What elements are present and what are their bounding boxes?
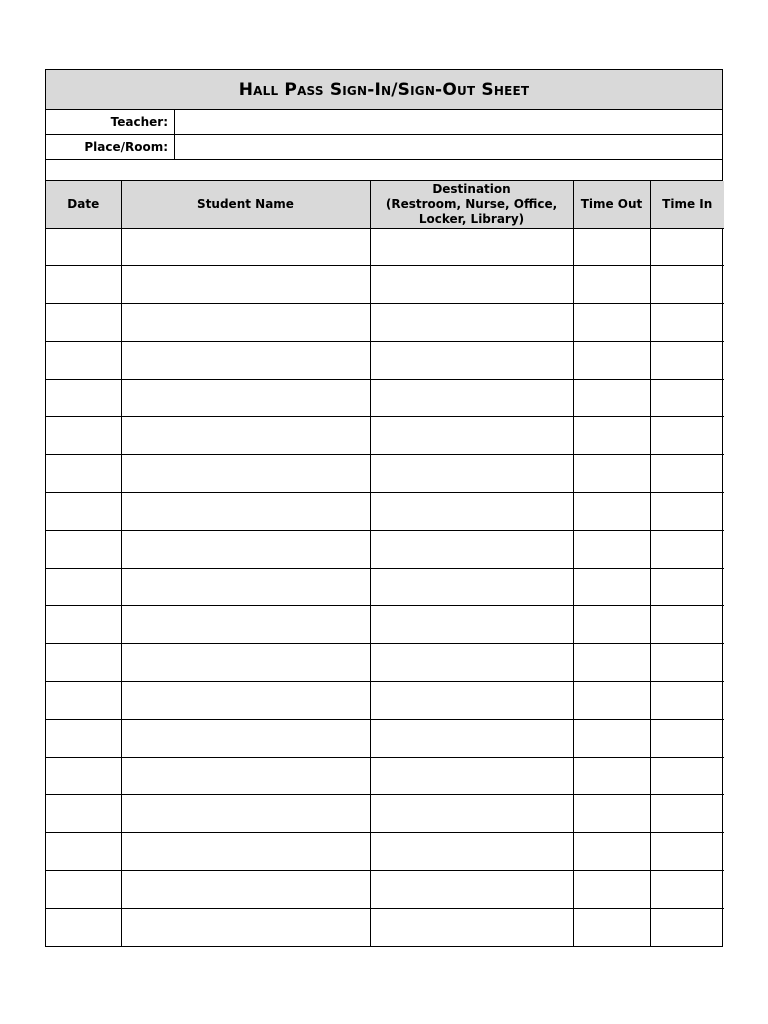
header-destination-line1: Destination (432, 181, 511, 196)
time-out-cell[interactable] (573, 833, 650, 871)
teacher-label: Teacher: (46, 110, 175, 134)
student-name-cell[interactable] (121, 341, 370, 379)
time-out-cell[interactable] (573, 266, 650, 304)
header-student-name: Student Name (121, 181, 370, 228)
time-in-cell[interactable] (650, 568, 724, 606)
date-cell[interactable] (46, 795, 121, 833)
student-name-cell[interactable] (121, 757, 370, 795)
sign-out-table (46, 181, 724, 946)
table-row (46, 795, 724, 833)
time-in-cell[interactable] (650, 833, 724, 871)
table-row (46, 871, 724, 909)
teacher-field[interactable] (175, 110, 722, 134)
time-out-cell[interactable] (573, 871, 650, 909)
time-out-cell[interactable] (573, 606, 650, 644)
header-time-out: Time Out (573, 181, 650, 228)
destination-cell[interactable] (370, 530, 573, 568)
date-cell[interactable] (46, 379, 121, 417)
student-name-cell[interactable] (121, 871, 370, 909)
table-row (46, 379, 724, 417)
time-in-cell[interactable] (650, 908, 724, 946)
date-cell[interactable] (46, 568, 121, 606)
time-in-cell[interactable] (650, 757, 724, 795)
destination-cell[interactable] (370, 568, 573, 606)
date-cell[interactable] (46, 719, 121, 757)
place-label: Place/Room: (46, 135, 175, 159)
date-cell[interactable] (46, 455, 121, 493)
date-cell[interactable] (46, 530, 121, 568)
time-out-cell[interactable] (573, 455, 650, 493)
student-name-cell[interactable] (121, 795, 370, 833)
time-in-cell[interactable] (650, 644, 724, 682)
destination-cell[interactable] (370, 719, 573, 757)
student-name-cell[interactable] (121, 266, 370, 304)
student-name-cell[interactable] (121, 228, 370, 266)
destination-cell[interactable] (370, 871, 573, 909)
time-in-cell[interactable] (650, 606, 724, 644)
time-out-cell[interactable] (573, 908, 650, 946)
table-row (46, 266, 724, 304)
sheet-title: Hall Pass Sign-In/Sign-Out Sheet (46, 70, 722, 110)
time-out-cell[interactable] (573, 530, 650, 568)
student-name-cell[interactable] (121, 568, 370, 606)
table-row (46, 455, 724, 493)
student-name-cell[interactable] (121, 644, 370, 682)
spacer-row (46, 160, 722, 181)
destination-cell[interactable] (370, 606, 573, 644)
time-out-cell[interactable] (573, 493, 650, 531)
date-cell[interactable] (46, 644, 121, 682)
place-row (46, 135, 722, 160)
time-in-cell[interactable] (650, 795, 724, 833)
student-name-cell[interactable] (121, 719, 370, 757)
table-row (46, 757, 724, 795)
time-out-cell[interactable] (573, 379, 650, 417)
table-row (46, 606, 724, 644)
time-out-cell[interactable] (573, 795, 650, 833)
time-out-cell[interactable] (573, 644, 650, 682)
table-row (46, 228, 724, 266)
destination-cell[interactable] (370, 493, 573, 531)
student-name-cell[interactable] (121, 304, 370, 342)
student-name-cell[interactable] (121, 682, 370, 720)
time-out-cell[interactable] (573, 304, 650, 342)
time-in-cell[interactable] (650, 228, 724, 266)
date-cell[interactable] (46, 417, 121, 455)
table-row (46, 530, 724, 568)
table-row (46, 493, 724, 531)
time-in-cell[interactable] (650, 493, 724, 531)
destination-cell[interactable] (370, 417, 573, 455)
header-row (46, 181, 724, 228)
time-in-cell[interactable] (650, 682, 724, 720)
header-destination-line2: (Restroom, Nurse, Office, (385, 196, 558, 211)
time-in-cell[interactable] (650, 871, 724, 909)
student-name-cell[interactable] (121, 493, 370, 531)
date-cell[interactable] (46, 266, 121, 304)
table-row (46, 719, 724, 757)
destination-cell[interactable] (370, 795, 573, 833)
date-cell[interactable] (46, 606, 121, 644)
date-cell[interactable] (46, 493, 121, 531)
table-row (46, 682, 724, 720)
date-cell[interactable] (46, 682, 121, 720)
time-out-cell[interactable] (573, 719, 650, 757)
time-in-cell[interactable] (650, 266, 724, 304)
date-cell[interactable] (46, 908, 121, 946)
time-in-cell[interactable] (650, 530, 724, 568)
time-out-cell[interactable] (573, 417, 650, 455)
table-row (46, 417, 724, 455)
header-destination-line3: Locker, Library) (418, 211, 525, 226)
date-cell[interactable] (46, 833, 121, 871)
destination-cell[interactable] (370, 341, 573, 379)
header-time-in: Time In (650, 181, 724, 228)
time-in-cell[interactable] (650, 719, 724, 757)
destination-cell[interactable] (370, 682, 573, 720)
hall-pass-sheet (45, 69, 723, 947)
destination-cell[interactable] (370, 644, 573, 682)
time-out-cell[interactable] (573, 228, 650, 266)
header-date: Date (46, 181, 121, 228)
time-in-cell[interactable] (650, 379, 724, 417)
destination-cell[interactable] (370, 379, 573, 417)
date-cell[interactable] (46, 871, 121, 909)
teacher-row (46, 110, 722, 135)
destination-cell[interactable] (370, 228, 573, 266)
time-in-cell[interactable] (650, 455, 724, 493)
student-name-cell[interactable] (121, 606, 370, 644)
table-body (46, 228, 724, 946)
destination-cell[interactable] (370, 266, 573, 304)
table-row (46, 304, 724, 342)
time-out-cell[interactable] (573, 568, 650, 606)
destination-cell[interactable] (370, 757, 573, 795)
table-row (46, 644, 724, 682)
time-in-cell[interactable] (650, 341, 724, 379)
date-cell[interactable] (46, 304, 121, 342)
student-name-cell[interactable] (121, 379, 370, 417)
date-cell[interactable] (46, 757, 121, 795)
time-in-cell[interactable] (650, 304, 724, 342)
table-row (46, 833, 724, 871)
time-out-cell[interactable] (573, 682, 650, 720)
student-name-cell[interactable] (121, 833, 370, 871)
student-name-cell[interactable] (121, 455, 370, 493)
student-name-cell[interactable] (121, 530, 370, 568)
destination-cell[interactable] (370, 833, 573, 871)
destination-cell[interactable] (370, 304, 573, 342)
destination-cell[interactable] (370, 455, 573, 493)
place-field[interactable] (175, 135, 722, 159)
header-destination (370, 181, 573, 228)
student-name-cell[interactable] (121, 417, 370, 455)
destination-cell[interactable] (370, 908, 573, 946)
date-cell[interactable] (46, 228, 121, 266)
date-cell[interactable] (46, 341, 121, 379)
time-out-cell[interactable] (573, 757, 650, 795)
table-row (46, 908, 724, 946)
time-out-cell[interactable] (573, 341, 650, 379)
student-name-cell[interactable] (121, 908, 370, 946)
table-row (46, 568, 724, 606)
time-in-cell[interactable] (650, 417, 724, 455)
table-row (46, 341, 724, 379)
